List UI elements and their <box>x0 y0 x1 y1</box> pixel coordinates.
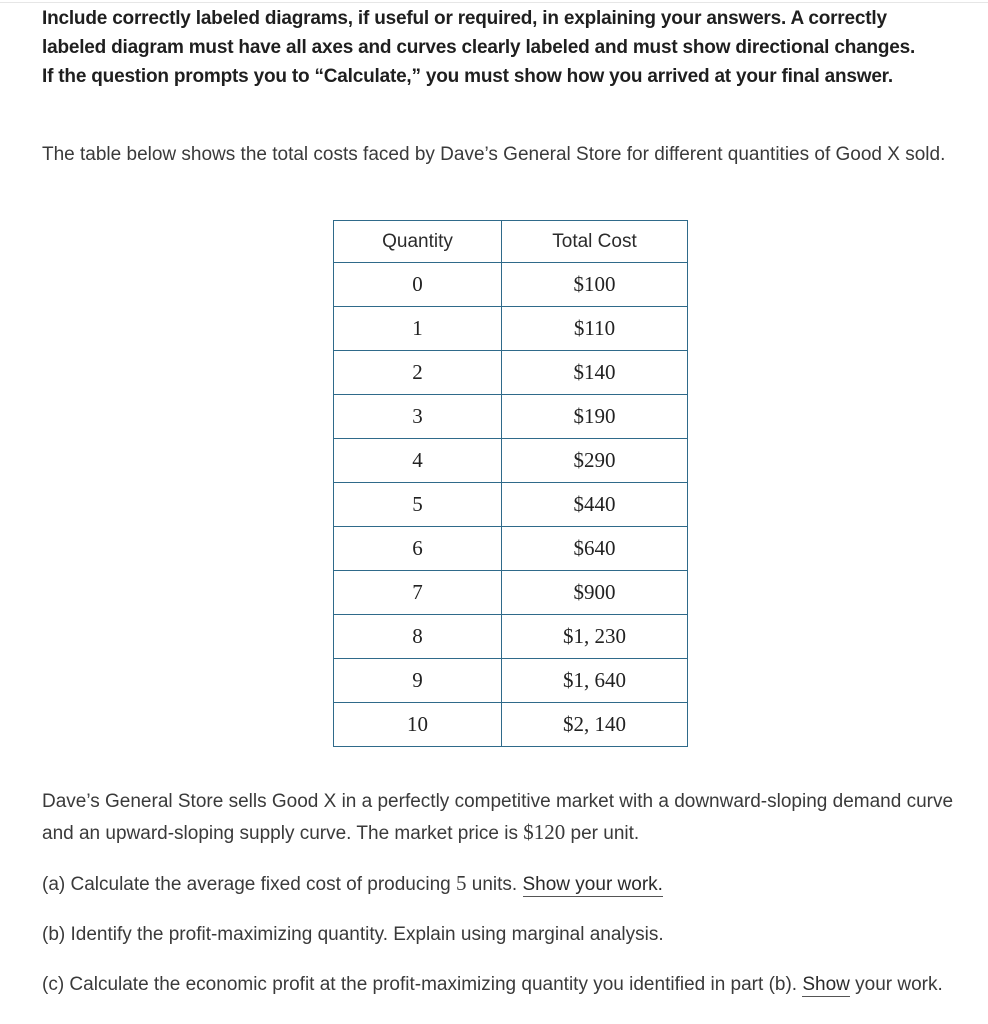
question-b <box>42 920 972 949</box>
market-text-before-price: Dave’s General Store sells Good X in a perfectly competitive market with a downward-sloping demand curve and an upward-sloping supply curve. The market price is <box>42 791 954 844</box>
quantity-cell: 5 <box>334 483 502 527</box>
total-cost-cell: $190 <box>502 395 688 439</box>
instructions-block <box>42 4 972 91</box>
header-quantity: Quantity <box>334 221 502 263</box>
quantity-cell: 8 <box>334 615 502 659</box>
total-cost-cell: $100 <box>502 263 688 307</box>
table-row <box>334 483 688 527</box>
table-row <box>334 307 688 351</box>
quantity-cell: 10 <box>334 703 502 747</box>
quantity-cell: 2 <box>334 351 502 395</box>
total-cost-cell: $110 <box>502 307 688 351</box>
table-row <box>334 703 688 747</box>
show-work-link-c[interactable]: Show <box>802 974 850 995</box>
question-b-text: (b) Identify the profit-maximizing quantity. Explain using marginal analysis. <box>42 924 664 945</box>
table-row <box>334 527 688 571</box>
intro-text: The table below shows the total costs faced by Dave’s General Store for different quantities of Good X sold. <box>42 144 946 165</box>
market-price: $120 <box>523 820 566 844</box>
total-cost-cell: $140 <box>502 351 688 395</box>
total-cost-cell: $1, 640 <box>502 659 688 703</box>
market-text <box>42 786 972 849</box>
instructions-line-3: If the question prompts you to “Calculate,” you must show how you arrived at your final answer. <box>42 66 893 87</box>
question-a-text: (a) Calculate the average fixed cost of producing <box>42 874 457 895</box>
total-cost-cell: $2, 140 <box>502 703 688 747</box>
market-text-after-price: per unit. <box>565 823 640 844</box>
question-c <box>42 970 972 999</box>
table-header-row <box>334 221 688 263</box>
total-cost-cell: $900 <box>502 571 688 615</box>
market-paragraph <box>42 786 972 849</box>
quantity-cell: 4 <box>334 439 502 483</box>
total-cost-table <box>333 220 688 747</box>
quantity-cell: 3 <box>334 395 502 439</box>
top-divider <box>0 2 988 3</box>
question-a-text-after: units. <box>466 874 523 895</box>
table-row <box>334 395 688 439</box>
quantity-cell: 9 <box>334 659 502 703</box>
total-cost-cell: $440 <box>502 483 688 527</box>
table-row <box>334 351 688 395</box>
header-total-cost: Total Cost <box>502 221 688 263</box>
question-c-text: (c) Calculate the economic profit at the profit-maximizing quantity you identified in part (b). <box>42 974 803 995</box>
instructions-line-2: labeled diagram must have all axes and curves clearly labeled and must show directional changes. <box>42 37 916 58</box>
question-c-text-after: your work. <box>849 974 943 995</box>
instructions-line-1: Include correctly labeled diagrams, if useful or required, in explaining your answers. A correctly <box>42 8 887 29</box>
question-a-number: 5 <box>456 871 467 895</box>
quantity-cell: 7 <box>334 571 502 615</box>
total-cost-cell: $290 <box>502 439 688 483</box>
table-row <box>334 263 688 307</box>
question-a <box>42 869 972 899</box>
intro-paragraph <box>42 140 972 169</box>
table-row <box>334 659 688 703</box>
show-work-link-a[interactable]: Show your work. <box>522 874 663 895</box>
total-cost-cell: $1, 230 <box>502 615 688 659</box>
quantity-cell: 0 <box>334 263 502 307</box>
table-row <box>334 615 688 659</box>
total-cost-cell: $640 <box>502 527 688 571</box>
quantity-cell: 6 <box>334 527 502 571</box>
table-row <box>334 571 688 615</box>
quantity-cell: 1 <box>334 307 502 351</box>
table-row <box>334 439 688 483</box>
